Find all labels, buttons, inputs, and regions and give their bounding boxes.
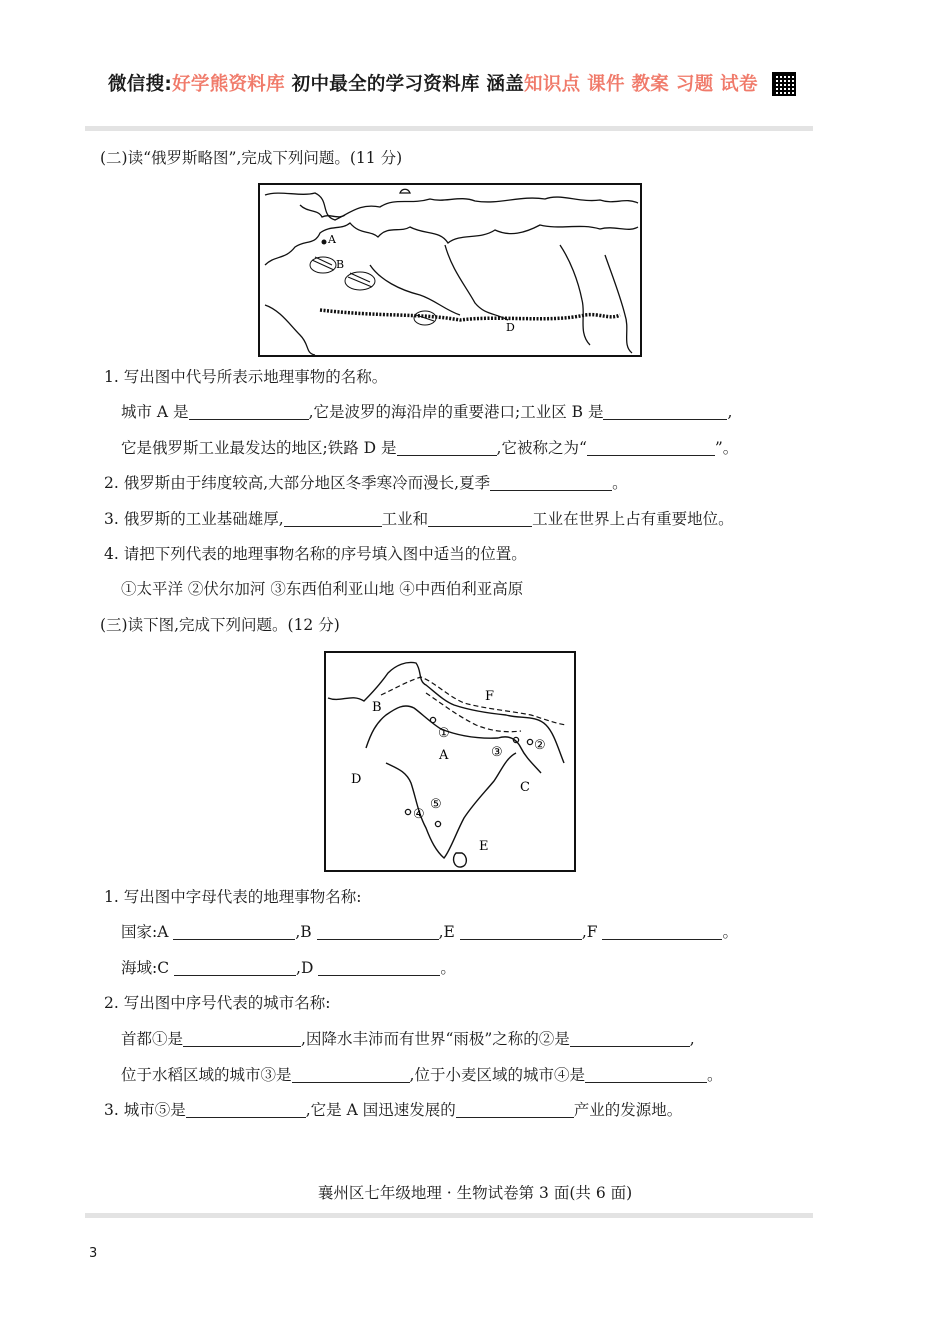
answer-blank[interactable] (490, 474, 612, 491)
answer-blank[interactable] (189, 403, 309, 420)
asia-label-D: D (351, 772, 362, 787)
section3-q2-line2: 位于水稻区域的城市③是 ,位于小麦区域的城市④是 。 (121, 1066, 723, 1084)
answer-blank[interactable] (186, 1101, 306, 1118)
section2-q3: 3. 俄罗斯的工业基础雄厚, 工业和 工业在世界上占有重要地位。 (104, 510, 734, 528)
asia-label-C: C (520, 780, 530, 795)
top-divider (85, 126, 813, 131)
section3-q2-line1: 首都①是 ,因降水丰沛而有世界“雨极”之称的②是 , (121, 1030, 695, 1048)
answer-blank[interactable] (173, 923, 295, 940)
banner-part1: 微信搜: (108, 74, 173, 95)
page-number: 3 (89, 1246, 98, 1261)
section2-q4-options: ①太平洋 ②伏尔加河 ③东西伯利亚山地 ④中西伯利亚高原 (121, 580, 524, 598)
page-footer: 襄州区七年级地理 · 生物试卷第 3 面(共 6 面) (317, 1184, 633, 1202)
section2-q1: 1. 写出图中代号所表示地理事物的名称。 (104, 368, 388, 386)
watermark-banner (108, 70, 808, 100)
answer-blank[interactable] (587, 439, 715, 456)
circled-3: ③ (491, 745, 503, 760)
circled-2: ② (534, 738, 546, 753)
asia-label-A: A (439, 748, 449, 763)
qr-code-icon (772, 72, 796, 96)
answer-blank[interactable] (460, 923, 582, 940)
banner-part4: 知识点 课件 教案 习题 试卷 (524, 74, 758, 95)
section3-q2: 2. 写出图中序号代表的城市名称: (104, 994, 331, 1012)
answer-blank[interactable] (292, 1066, 410, 1083)
section3-q3: 3. 城市⑤是 ,它是 A 国迅速发展的 产业的发源地。 (104, 1101, 683, 1119)
section3-q1: 1. 写出图中字母代表的地理事物名称: (104, 888, 362, 906)
section2-q1-line1: 城市 A 是 ,它是波罗的海沿岸的重要港口;工业区 B 是 , (121, 403, 733, 421)
answer-blank[interactable] (603, 403, 727, 420)
answer-blank[interactable] (570, 1030, 690, 1047)
answer-blank[interactable] (284, 510, 382, 527)
circled-5: ⑤ (430, 797, 442, 812)
answer-blank[interactable] (456, 1101, 574, 1118)
asia-label-B: B (372, 700, 382, 715)
answer-blank[interactable] (397, 439, 497, 456)
answer-blank[interactable] (183, 1030, 301, 1047)
russia-label-D: D (506, 321, 515, 334)
section2-q4: 4. 请把下列代表的地理事物名称的序号填入图中适当的位置。 (104, 545, 527, 563)
answer-blank[interactable] (585, 1066, 707, 1083)
bottom-divider (85, 1213, 813, 1218)
section3-q1-line1: 国家:A ,B ,E ,F 。 (121, 923, 738, 941)
south-asia-map (324, 651, 576, 872)
circled-4: ④ (413, 807, 425, 822)
asia-label-E: E (479, 839, 489, 854)
russia-map (258, 183, 642, 357)
answer-blank[interactable] (318, 959, 440, 976)
russia-label-B: B (336, 258, 345, 271)
answer-blank[interactable] (317, 923, 439, 940)
section2-q2: 2. 俄罗斯由于纬度较高,大部分地区冬季寒冷而漫长,夏季 。 (104, 474, 628, 492)
answer-blank[interactable] (602, 923, 722, 940)
banner-part3: 初中最全的学习资料库 涵盖 (284, 74, 525, 95)
circled-1: ① (438, 726, 450, 741)
banner-part2: 好学熊资料库 (172, 74, 285, 95)
answer-blank[interactable] (428, 510, 532, 527)
section2-heading: (二)读“俄罗斯略图”,完成下列问题。(11 分) (100, 149, 403, 167)
answer-blank[interactable] (174, 959, 296, 976)
section3-heading: (三)读下图,完成下列问题。(12 分) (100, 616, 340, 634)
section2-q1-line2: 它是俄罗斯工业最发达的地区;铁路 D 是 ,它被称之为“ ”。 (121, 439, 739, 457)
asia-label-F: F (485, 689, 495, 704)
russia-label-A: A (328, 233, 336, 246)
section3-q1-line2: 海域:C ,D 。 (121, 959, 456, 977)
